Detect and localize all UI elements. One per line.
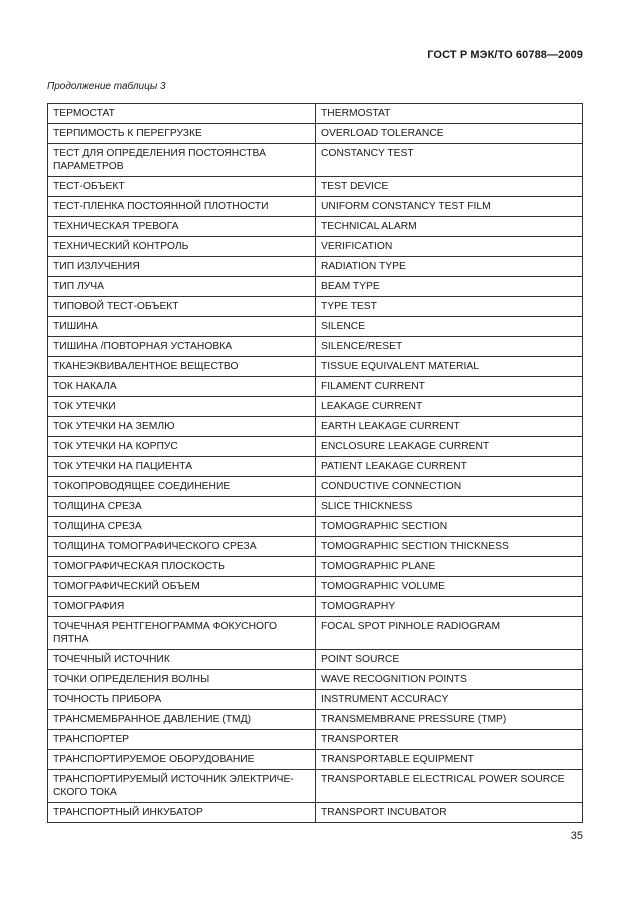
term-english: TRANSPORTABLE EQUIPMENT [316, 750, 583, 770]
term-russian: ТЕСТ ДЛЯ ОПРЕДЕЛЕНИЯ ПОСТОЯНСТВА ПАРАМЕТРОВ [48, 144, 316, 177]
term-russian: ТОМОГРАФИЧЕСКИЙ ОБЪЕМ [48, 577, 316, 597]
term-russian: ТРАНСМЕМБРАННОЕ ДАВЛЕНИЕ (ТМД) [48, 710, 316, 730]
term-english: INSTRUMENT ACCURACY [316, 690, 583, 710]
term-russian: ТОМОГРАФИЧЕСКАЯ ПЛОСКОСТЬ [48, 557, 316, 577]
term-russian: ТОМОГРАФИЯ [48, 597, 316, 617]
term-russian: ТИП ЛУЧА [48, 277, 316, 297]
table-row [48, 337, 583, 357]
table-row [48, 577, 583, 597]
term-russian: ТРАНСПОРТНЫЙ ИНКУБАТОР [48, 803, 316, 823]
term-english: VERIFICATION [316, 237, 583, 257]
term-english: UNIFORM CONSTANCY TEST FILM [316, 197, 583, 217]
table-row [48, 417, 583, 437]
term-russian: ТОК УТЕЧКИ НА ПАЦИЕНТА [48, 457, 316, 477]
term-english: ENCLOSURE LEAKAGE CURRENT [316, 437, 583, 457]
document-header: ГОСТ Р МЭК/ТО 60788—2009 [427, 49, 583, 61]
term-russian: ТЕХНИЧЕСКАЯ ТРЕВОГА [48, 217, 316, 237]
table-row [48, 397, 583, 417]
term-russian: ТОК УТЕЧКИ НА ЗЕМЛЮ [48, 417, 316, 437]
table-row [48, 197, 583, 217]
term-russian: ТОЛЩИНА СРЕЗА [48, 517, 316, 537]
terms-table [47, 103, 583, 823]
table-row [48, 317, 583, 337]
term-russian: ТЕРМОСТАТ [48, 104, 316, 124]
term-russian: ТИШИНА /ПОВТОРНАЯ УСТАНОВКА [48, 337, 316, 357]
term-russian: ТОЧНОСТЬ ПРИБОРА [48, 690, 316, 710]
term-russian: ТОКОПРОВОДЯЩЕЕ СОЕДИНЕНИЕ [48, 477, 316, 497]
term-english: BEAM TYPE [316, 277, 583, 297]
table-row [48, 124, 583, 144]
term-english: CONDUCTIVE CONNECTION [316, 477, 583, 497]
term-english: SILENCE/RESET [316, 337, 583, 357]
term-russian: ТОК НАКАЛА [48, 377, 316, 397]
table-row [48, 497, 583, 517]
term-english: TRANSPORTABLE ELECTRICAL POWER SOURCE [316, 770, 583, 803]
term-english: LEAKAGE CURRENT [316, 397, 583, 417]
term-english: OVERLOAD TOLERANCE [316, 124, 583, 144]
table-row [48, 557, 583, 577]
term-english: FILAMENT CURRENT [316, 377, 583, 397]
table-row [48, 710, 583, 730]
term-russian: ТОЛЩИНА ТОМОГРАФИЧЕСКОГО СРЕЗА [48, 537, 316, 557]
table-row [48, 457, 583, 477]
table-row [48, 377, 583, 397]
table-row [48, 437, 583, 457]
table-row [48, 357, 583, 377]
term-english: TRANSMEMBRANE PRESSURE (TMP) [316, 710, 583, 730]
term-english: TOMOGRAPHY [316, 597, 583, 617]
term-russian: ТИП ИЗЛУЧЕНИЯ [48, 257, 316, 277]
term-russian: ТОЛЩИНА СРЕЗА [48, 497, 316, 517]
table-row [48, 670, 583, 690]
term-russian: ТЕСТ-ПЛЕНКА ПОСТОЯННОЙ ПЛОТНОСТИ [48, 197, 316, 217]
term-russian: ТОК УТЕЧКИ [48, 397, 316, 417]
table-row [48, 803, 583, 823]
table-row [48, 217, 583, 237]
table-row [48, 597, 583, 617]
table-caption: Продолжение таблицы 3 [47, 81, 166, 92]
term-english: SILENCE [316, 317, 583, 337]
table-row [48, 690, 583, 710]
term-english: TISSUE EQUIVALENT MATERIAL [316, 357, 583, 377]
term-english: SLICE THICKNESS [316, 497, 583, 517]
term-russian: ТЕХНИЧЕСКИЙ КОНТРОЛЬ [48, 237, 316, 257]
term-english: FOCAL SPOT PINHOLE RADIOGRAM [316, 617, 583, 650]
table-row [48, 297, 583, 317]
term-english: TOMOGRAPHIC SECTION THICKNESS [316, 537, 583, 557]
table-row [48, 177, 583, 197]
term-english: TYPE TEST [316, 297, 583, 317]
term-english: EARTH LEAKAGE CURRENT [316, 417, 583, 437]
table-row [48, 750, 583, 770]
table-row [48, 257, 583, 277]
term-english: TRANSPORT INCUBATOR [316, 803, 583, 823]
table-row [48, 237, 583, 257]
page-number: 35 [570, 830, 583, 842]
term-english: PATIENT LEAKAGE CURRENT [316, 457, 583, 477]
terms-table-body [48, 104, 583, 823]
table-row [48, 730, 583, 750]
term-english: RADIATION TYPE [316, 257, 583, 277]
term-russian: ТОЧЕЧНЫЙ ИСТОЧНИК [48, 650, 316, 670]
term-english: THERMOSTAT [316, 104, 583, 124]
table-row [48, 650, 583, 670]
term-english: TOMOGRAPHIC PLANE [316, 557, 583, 577]
term-russian: ТКАНЕЭКВИВАЛЕНТНОЕ ВЕЩЕСТВО [48, 357, 316, 377]
table-row [48, 104, 583, 124]
term-english: POINT SOURCE [316, 650, 583, 670]
term-english: TEST DEVICE [316, 177, 583, 197]
term-english: WAVE RECOGNITION POINTS [316, 670, 583, 690]
term-russian: ТОЧКИ ОПРЕДЕЛЕНИЯ ВОЛНЫ [48, 670, 316, 690]
table-row [48, 144, 583, 177]
term-english: TOMOGRAPHIC SECTION [316, 517, 583, 537]
table-row [48, 477, 583, 497]
term-russian: ТОЧЕЧНАЯ РЕНТГЕНОГРАММА ФОКУСНОГО ПЯТНА [48, 617, 316, 650]
term-russian: ТИШИНА [48, 317, 316, 337]
table-row [48, 770, 583, 803]
term-english: TOMOGRAPHIC VOLUME [316, 577, 583, 597]
term-english: TECHNICAL ALARM [316, 217, 583, 237]
term-russian: ТРАНСПОРТИРУЕМЫЙ ИСТОЧНИК ЭЛЕКТРИЧЕ-СКОГО ТОКА [48, 770, 316, 803]
term-russian: ТРАНСПОРТЕР [48, 730, 316, 750]
term-russian: ТРАНСПОРТИРУЕМОЕ ОБОРУДОВАНИЕ [48, 750, 316, 770]
term-russian: ТЕСТ-ОБЪЕКТ [48, 177, 316, 197]
table-row [48, 517, 583, 537]
term-russian: ТИПОВОЙ ТЕСТ-ОБЪЕКТ [48, 297, 316, 317]
term-russian: ТЕРПИМОСТЬ К ПЕРЕГРУЗКЕ [48, 124, 316, 144]
term-english: TRANSPORTER [316, 730, 583, 750]
table-row [48, 537, 583, 557]
table-row [48, 617, 583, 650]
term-english: CONSTANCY TEST [316, 144, 583, 177]
term-russian: ТОК УТЕЧКИ НА КОРПУС [48, 437, 316, 457]
table-row [48, 277, 583, 297]
